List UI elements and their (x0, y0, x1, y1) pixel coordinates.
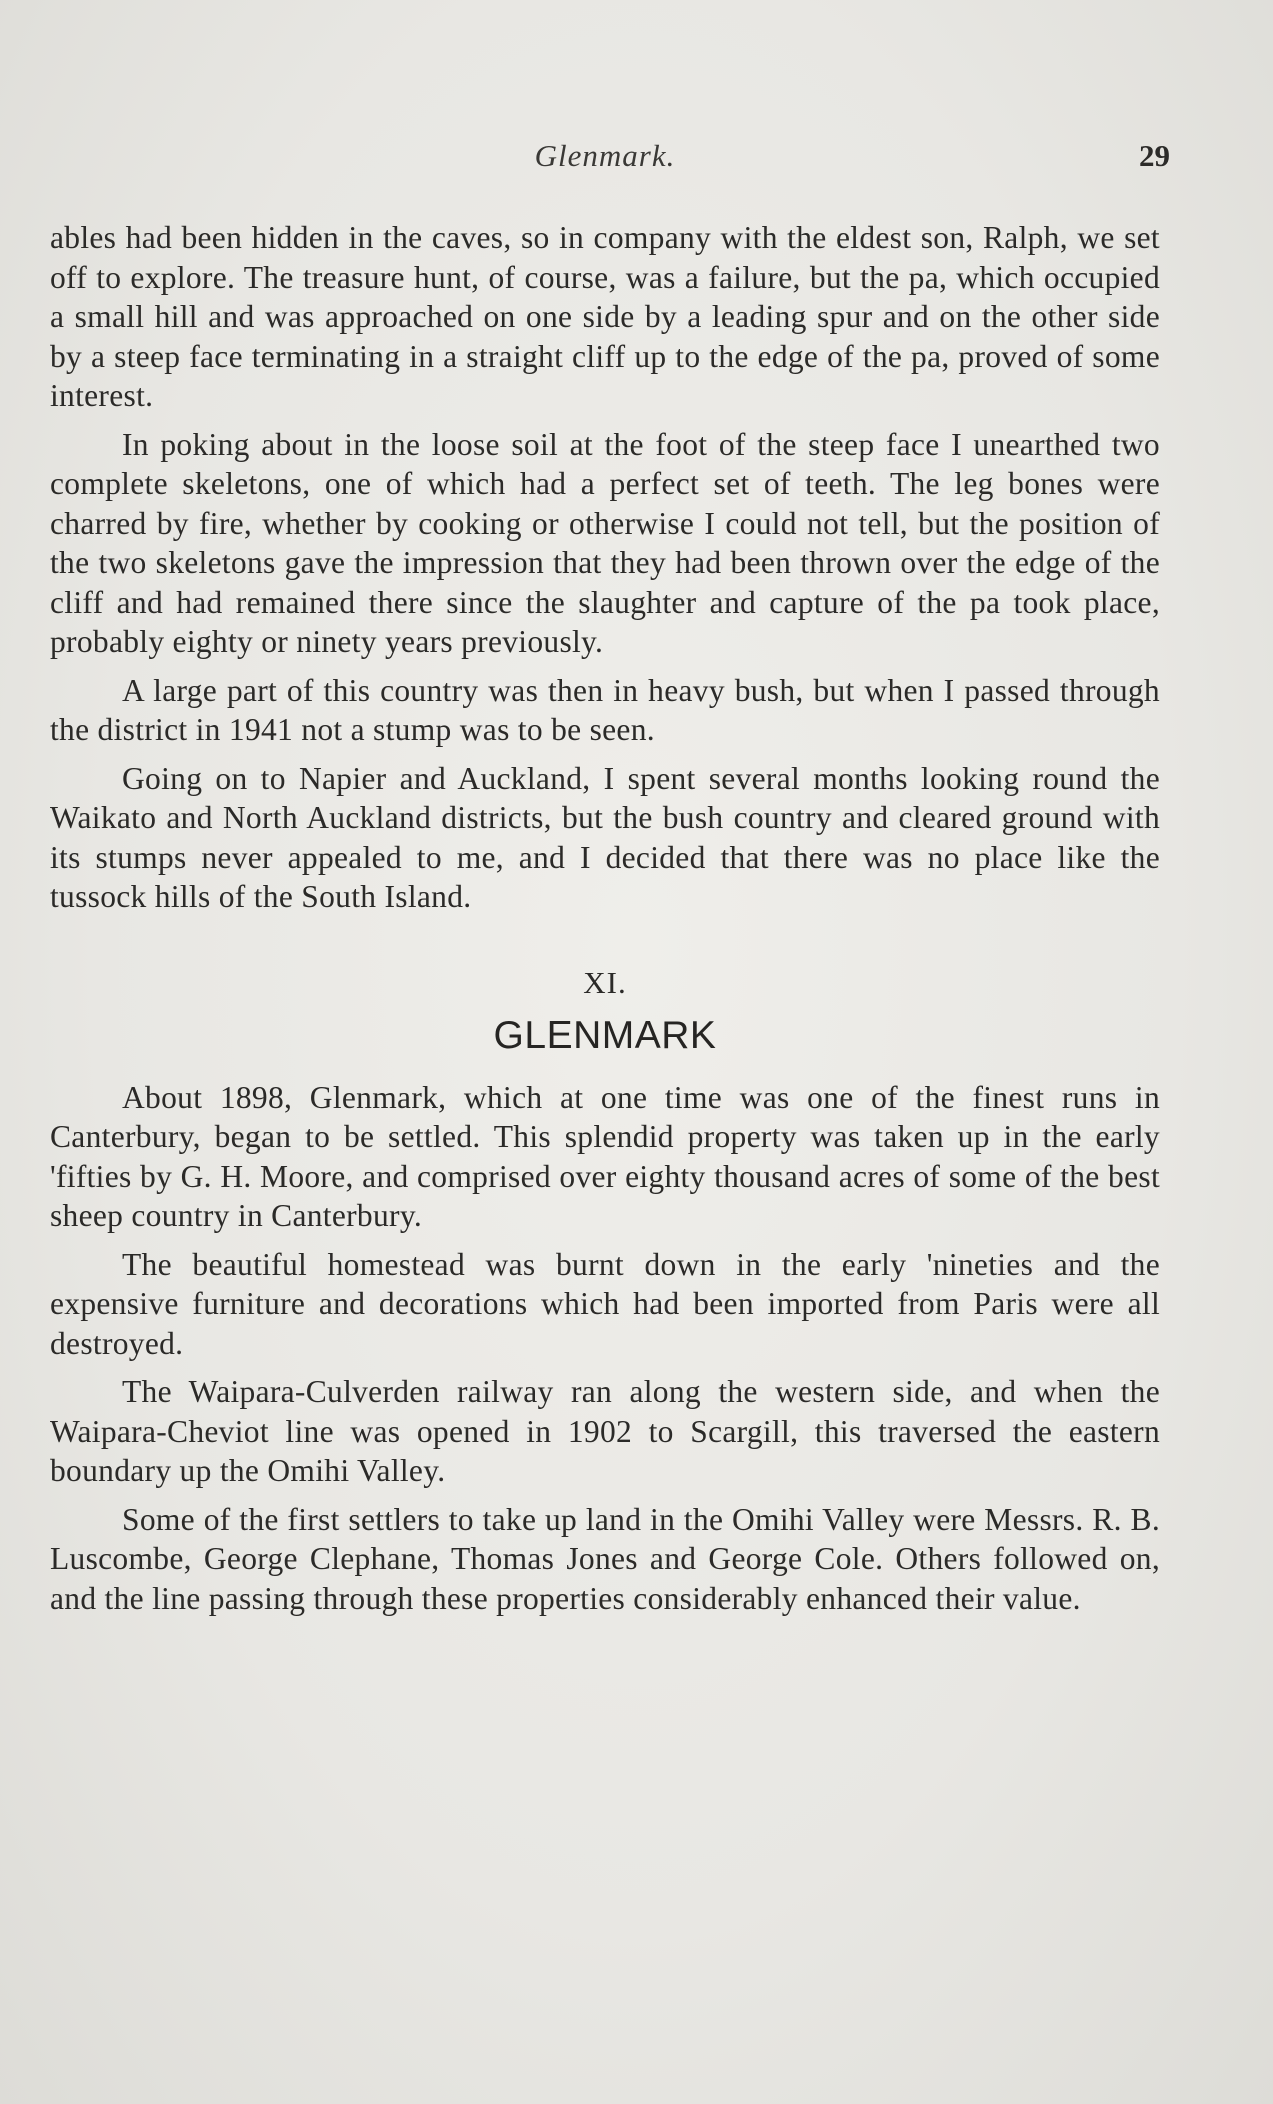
paragraph: Some of the first settlers to take up land in the Omihi Valley were Messrs. R. B. Luscombe, George Clephane, Thomas Jones and George Cole. Others followed on, and the line passing through these properties considerably enhanced their value. (50, 1501, 1160, 1616)
running-header (50, 138, 1170, 178)
paragraph: ables had been hidden in the caves, so in company with the eldest son, Ralph, we set off to explore. The treasure hunt, of course, was a failure, but the pa, which occupied a small hill and was approached on one side by a leading spur and on the other side by a steep face terminating in a straight cliff up to the edge of the pa, proved of some interest. (50, 220, 1160, 413)
paragraph: In poking about in the loose soil at the foot of the steep face I unearthed two complete skeletons, one of which had a perfect set of teeth. The leg bones were charred by fire, whether by cooking or otherwise I could not tell, but the position of the two skeletons gave the impression that they had been thrown over the edge of the cliff and had remained there since the slaughter and capture of the pa took place, probably eighty or ninety years previously. (50, 426, 1160, 659)
chapter-body (50, 1078, 1160, 1619)
paragraph: About 1898, Glenmark, which at one time was one of the finest runs in Canterbury, began to be settled. This splendid property was taken up in the early 'fifties by G. H. Moore, and comprised over eighty thousand acres of some of the best sheep country in Canterbury. (50, 1079, 1160, 1233)
paragraph: Going on to Napier and Auckland, I spent several months looking round the Waikato and North Auckland districts, but the bush country and cleared ground with its stumps never appealed to me, and I decided that there was no place like the tussock hills of the South Island. (50, 760, 1160, 914)
chapter-title: GLENMARK (493, 1014, 717, 1057)
page-number: 29 (1139, 138, 1170, 173)
paragraph: A large part of this country was then in heavy bush, but when I passed through the district in 1941 not a stump was to be seen. (50, 672, 1160, 747)
chapter-number: XI. (583, 964, 627, 1000)
body-text (50, 218, 1160, 1627)
paragraph: The Waipara-Culverden railway ran along the western side, and when the Waipara-Cheviot line was opened in 1902 to Scargill, this traversed the eastern boundary up the Omihi Valley. (50, 1374, 1160, 1488)
running-title: Glenmark. (534, 138, 676, 173)
paragraph: The beautiful homestead was burnt down in the early 'nineties and the expensive furniture and decorations which had been imported from Paris were all destroyed. (50, 1246, 1160, 1361)
book-page (50, 0, 1170, 2104)
